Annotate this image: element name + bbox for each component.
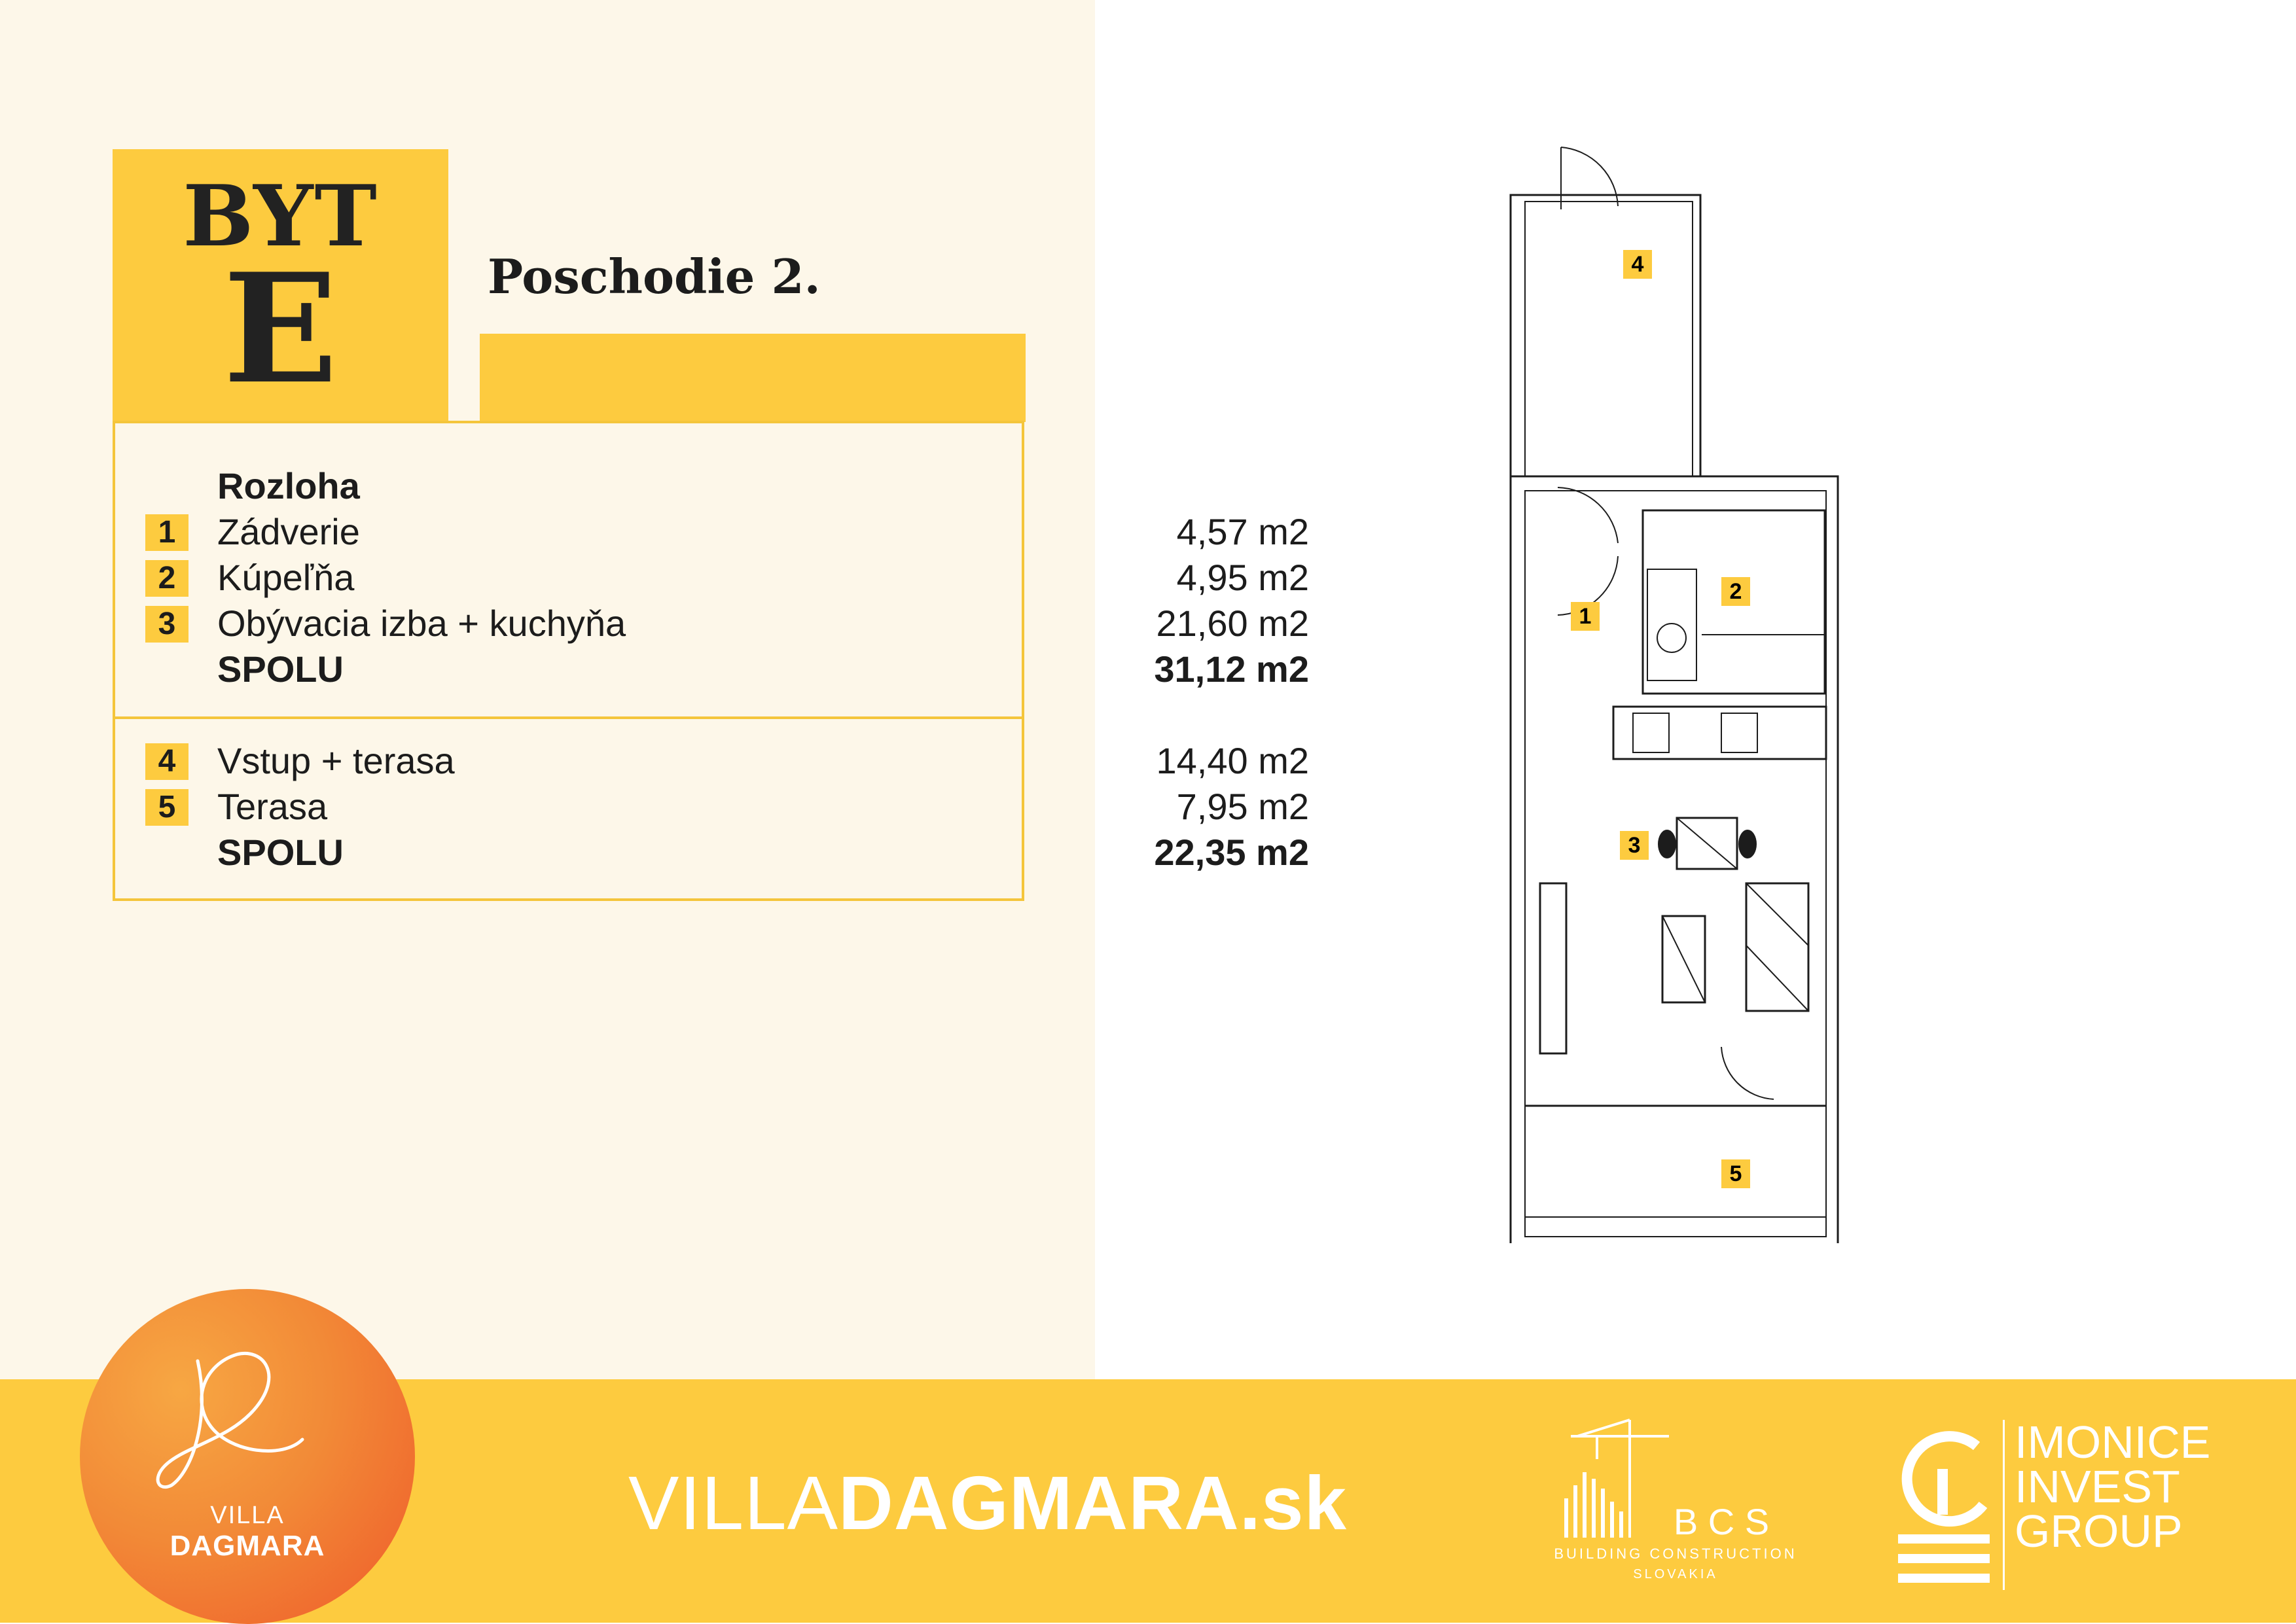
room-area: 4,57 m2 (1176, 511, 1309, 552)
room-area: 14,40 m2 (1156, 740, 1309, 781)
apartment-letter: E (223, 241, 338, 417)
site-suffix: .sk (1239, 1460, 1347, 1545)
tv-unit (1540, 883, 1566, 1053)
d-monogram-icon (80, 1289, 415, 1624)
plan-label-5: 5 (1729, 1161, 1742, 1186)
room-name: Zádverie (217, 511, 360, 552)
room-badge: 3 (145, 606, 188, 643)
plan-label-2: 2 (1729, 579, 1742, 604)
outdoor-total-label: SPOLU (217, 832, 344, 873)
room-name: Kúpeľňa (217, 557, 355, 598)
imonice-logo (1892, 1417, 2219, 1590)
total-value: 31,12 m2 (1154, 648, 1309, 690)
site-bold: DAGMARA (838, 1460, 1240, 1545)
buildings-icon (1564, 1472, 1623, 1538)
plan-label-4: 4 (1631, 252, 1644, 277)
logo-villa-text: VILLA (210, 1502, 285, 1529)
logo-dagmara-text: DAGMARA (170, 1530, 325, 1562)
bcs-logo (1538, 1407, 1813, 1590)
room-area: 4,95 m2 (1176, 557, 1309, 598)
bcs-line2: SLOVAKIA (1633, 1567, 1718, 1581)
imonice-mark-icon (1892, 1420, 2009, 1590)
website-link[interactable] (628, 1459, 1347, 1547)
imonice-line: IMONICE (2015, 1417, 2211, 1468)
outdoor-total-value: 22,35 m2 (1154, 832, 1309, 873)
header-accent-bar (480, 334, 1026, 422)
imonice-line: INVEST (2015, 1461, 2180, 1512)
room-name: Terasa (217, 786, 328, 827)
chair (1738, 830, 1757, 858)
room-badge: 1 (145, 514, 188, 551)
apartment-word: BYT (183, 168, 378, 266)
apartment-title-box (113, 149, 448, 421)
chair (1658, 830, 1676, 858)
bcs-line1: BUILDING CONSTRUCTION (1554, 1545, 1797, 1562)
plan-label-3: 3 (1628, 833, 1641, 858)
room-badge: 2 (145, 560, 188, 597)
kitchen-counter (1613, 707, 1826, 759)
plan-label-1: 1 (1579, 604, 1592, 629)
area-divider (113, 716, 1024, 719)
room-name: Obývacia izba + kuchyňa (217, 603, 626, 644)
imonice-line: GROUP (2015, 1506, 2183, 1557)
total-label: SPOLU (217, 648, 344, 690)
room-badge: 5 (145, 789, 188, 826)
room-area: 7,95 m2 (1176, 786, 1309, 827)
villa-dagmara-logo (80, 1289, 415, 1624)
sofa (1746, 883, 1808, 1011)
floor-plan (1505, 144, 1846, 1243)
floor-title: Poschodie 2. (488, 249, 821, 304)
terrace-entry-outline (1511, 195, 1700, 476)
area-heading: Rozloha (217, 465, 360, 506)
site-prefix: VILLA (628, 1460, 838, 1545)
room-name: Vstup + terasa (217, 740, 455, 781)
room-area: 21,60 m2 (1156, 603, 1309, 644)
room-badge: 4 (145, 743, 188, 780)
apartment-outline (1511, 476, 1838, 1243)
bcs-name: B C S (1673, 1501, 1770, 1542)
